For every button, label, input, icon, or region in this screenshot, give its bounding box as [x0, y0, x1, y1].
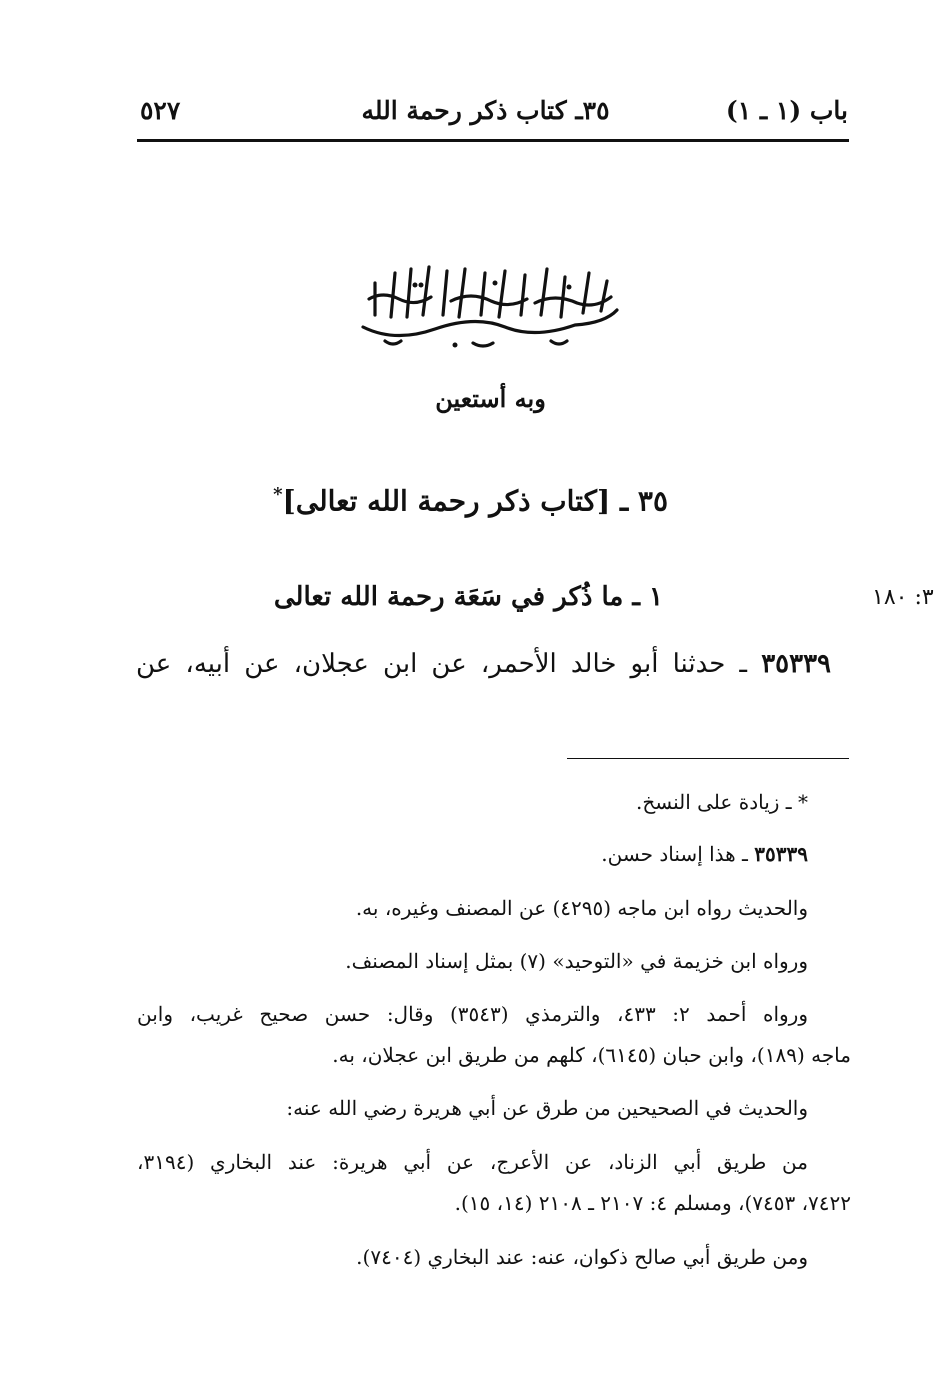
- running-header-chapter-ref: باب (١ ـ ١): [725, 96, 848, 125]
- footnote-7-line-2: ٧٤٢٢، ٧٤٥٣)، ومسلم ٤: ٢١٠٧ ـ ٢١٠٨ (١٤، ١٥).: [454, 1191, 851, 1215]
- footnote-5-line-1: ورواه أحمد ٢: ٤٣٣، والترمذي (٣٥٤٣) وقال: حسن صحيح غريب، وابن: [137, 1002, 808, 1026]
- basmala-calligraphy: [355, 255, 625, 355]
- invocation: وبه أستعين: [435, 384, 546, 413]
- footnote-2: [601, 842, 808, 866]
- footnote-2-text: ـ هذا إسناد حسن.: [601, 842, 748, 866]
- hadith-number: ٣٥٣٣٩: [761, 649, 832, 679]
- page-number: ٥٢٧: [140, 96, 181, 125]
- footnote-marker: *: [273, 484, 283, 505]
- hadith-body: ـ حدثنا أبو خالد الأحمر، عن ابن عجلان، عن أبيه، عن: [136, 649, 748, 679]
- chapter-heading: ١ ـ ما ذُكر في سَعَة رحمة الله تعالى: [273, 582, 663, 612]
- margin-reference: ٣: ١٨٠: [872, 585, 934, 610]
- footnote-4: ورواه ابن خزيمة في «التوحيد» (٧) بمثل إسناد المصنف.: [345, 949, 808, 973]
- footnote-6: والحديث في الصحيحين من طرق عن أبي هريرة رضي الله عنه:: [286, 1096, 808, 1120]
- footnote-3: والحديث رواه ابن ماجه (٤٢٩٥) عن المصنف وغيره، به.: [355, 896, 808, 920]
- footnote-8: ومن طريق أبي صالح ذكوان، عنه: عند البخاري (٧٤٠٤).: [356, 1245, 808, 1269]
- footnote-rule: [567, 758, 849, 759]
- footnote-5-line-2: ماجه (١٨٩)، وابن حبان (٦١٤٥)، كلهم من طريق ابن عجلان، به.: [332, 1043, 851, 1067]
- hadith-text: [136, 649, 831, 679]
- running-header-book-title: ٣٥ـ كتاب ذكر رحمة الله: [361, 96, 610, 125]
- book-heading: [273, 484, 668, 517]
- header-rule: [137, 139, 849, 142]
- footnote-2-number: ٣٥٣٣٩: [754, 842, 808, 866]
- book-heading-text: ٣٥ ـ [كتاب ذكر رحمة الله تعالى]: [282, 484, 668, 518]
- footnote-1: * ـ زيادة على النسخ.: [635, 790, 808, 814]
- footnote-7-line-1: من طريق أبي الزناد، عن الأعرج، عن أبي هريرة: عند البخاري (٣١٩٤،: [137, 1150, 808, 1174]
